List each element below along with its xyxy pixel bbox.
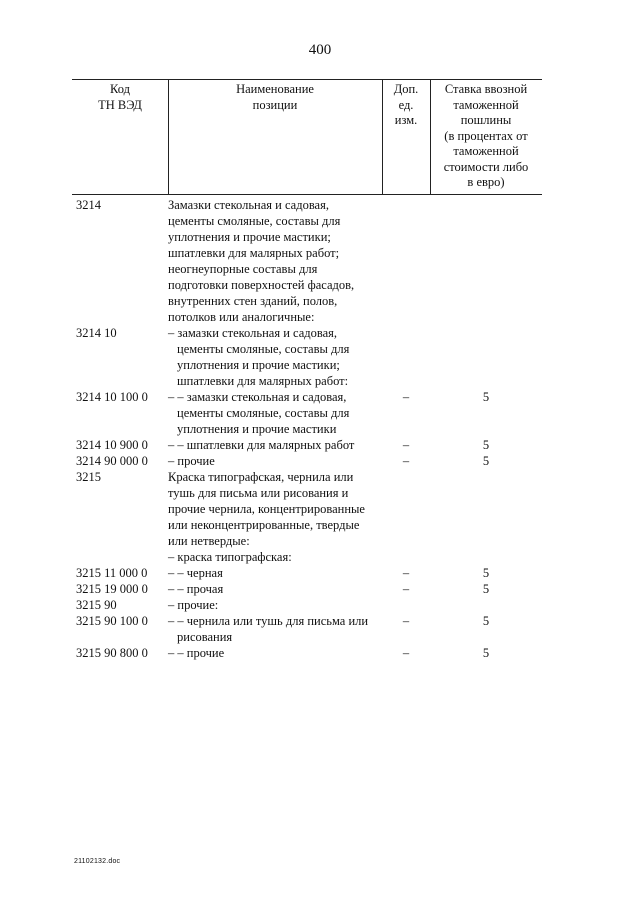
table-row xyxy=(0,437,640,453)
row-name xyxy=(168,613,382,645)
row-name-line: уплотнения и прочие мастики xyxy=(177,422,337,436)
row-name xyxy=(168,325,382,389)
row-name xyxy=(168,389,382,437)
row-name-line: неогнеупорные составы для xyxy=(168,262,318,276)
row-name-line: тушь для письма или рисования и xyxy=(168,486,349,500)
row-rate: 5 xyxy=(482,454,490,468)
table-row xyxy=(0,453,640,469)
row-code: 3215 xyxy=(76,470,101,484)
row-rate: 5 xyxy=(482,390,490,404)
row-name-line: рисования xyxy=(177,630,233,644)
row-name-line: подготовки поверхностей фасадов, xyxy=(168,278,355,292)
row-rate: 5 xyxy=(482,646,490,660)
table-row xyxy=(0,565,640,581)
row-name-line: Краска типографская, чернила или xyxy=(168,470,354,484)
row-code: 3215 90 800 0 xyxy=(76,646,148,660)
row-unit: – xyxy=(402,454,410,468)
row-name-line: Замазки стекольная и садовая, xyxy=(168,198,329,212)
row-code: 3215 11 000 0 xyxy=(76,566,148,580)
row-name-line: – замазки стекольная и садовая, xyxy=(168,326,338,340)
row-rate: 5 xyxy=(482,438,490,452)
page-number: 400 xyxy=(308,42,332,58)
header-code: Код ТН ВЭД xyxy=(98,82,142,112)
row-name-line: потолков или аналогичные: xyxy=(168,310,315,324)
row-unit: – xyxy=(402,614,410,628)
row-name-line: – – черная xyxy=(168,566,223,580)
row-rate: 5 xyxy=(482,566,490,580)
header-bottom-rule xyxy=(72,194,542,195)
row-name xyxy=(168,597,382,613)
row-name-line: уплотнения и прочие мастики; xyxy=(177,358,340,372)
file-name-footer: 21102132.doc xyxy=(74,858,121,865)
table-row xyxy=(0,197,640,325)
header-name: Наименование позиции xyxy=(236,82,314,112)
row-name-line: уплотнения и прочие мастики; xyxy=(168,230,331,244)
row-name xyxy=(168,565,382,581)
row-code: 3215 90 100 0 xyxy=(76,614,148,628)
table-row xyxy=(0,469,640,549)
row-name xyxy=(168,645,382,661)
row-name-line: – прочие xyxy=(168,454,215,468)
row-name-line: цементы смоляные, составы для xyxy=(177,406,350,420)
row-name xyxy=(168,581,382,597)
tariff-table-body xyxy=(0,197,640,661)
row-name-line: или нетвердые: xyxy=(168,534,250,548)
row-code: 3214 90 000 0 xyxy=(76,454,148,468)
row-code: 3214 10 900 0 xyxy=(76,438,148,452)
row-unit: – xyxy=(402,646,410,660)
row-name-line: – прочие: xyxy=(168,598,219,612)
table-row xyxy=(0,549,640,565)
table-row xyxy=(0,389,640,437)
table-row xyxy=(0,325,640,389)
row-name-line: шпатлевки для малярных работ; xyxy=(168,246,340,260)
row-name-line: прочие чернила, концентрированные xyxy=(168,502,365,516)
row-name-line: внутренних стен зданий, полов, xyxy=(168,294,338,308)
row-name xyxy=(168,453,382,469)
row-name-line: – – прочая xyxy=(168,582,224,596)
row-code: 3214 xyxy=(76,198,101,212)
row-name-line: – – чернила или тушь для письма или xyxy=(168,614,369,628)
table-row xyxy=(0,597,640,613)
header-rate: Ставка ввозной таможенной пошлины (в процентах от таможенной стоимости либо в евро) xyxy=(443,82,529,189)
row-name-line: или неконцентрированные, твердые xyxy=(168,518,360,532)
table-top-rule xyxy=(72,79,542,80)
row-name-line: – краска типографская: xyxy=(168,550,292,564)
row-rate: 5 xyxy=(482,614,490,628)
row-name-line: – – прочие xyxy=(168,646,225,660)
row-name-line: – – замазки стекольная и садовая, xyxy=(168,390,347,404)
table-row xyxy=(0,645,640,661)
row-name-line: цементы смоляные, составы для xyxy=(168,214,341,228)
row-name xyxy=(168,549,382,565)
row-name-line: – – шпатлевки для малярных работ xyxy=(168,438,355,452)
row-name xyxy=(168,197,382,325)
header-unit: Доп. ед. изм. xyxy=(393,82,419,127)
table-row xyxy=(0,613,640,645)
row-unit: – xyxy=(402,438,410,452)
row-unit: – xyxy=(402,566,410,580)
row-code: 3214 10 xyxy=(76,326,117,340)
table-row xyxy=(0,581,640,597)
row-code: 3214 10 100 0 xyxy=(76,390,148,404)
row-name xyxy=(168,437,382,453)
row-code: 3215 19 000 0 xyxy=(76,582,148,596)
row-rate: 5 xyxy=(482,582,490,596)
row-code: 3215 90 xyxy=(76,598,117,612)
row-name xyxy=(168,469,382,549)
row-name-line: цементы смоляные, составы для xyxy=(177,342,350,356)
row-name-line: шпатлевки для малярных работ: xyxy=(177,374,349,388)
row-unit: – xyxy=(402,582,410,596)
row-unit: – xyxy=(402,390,410,404)
